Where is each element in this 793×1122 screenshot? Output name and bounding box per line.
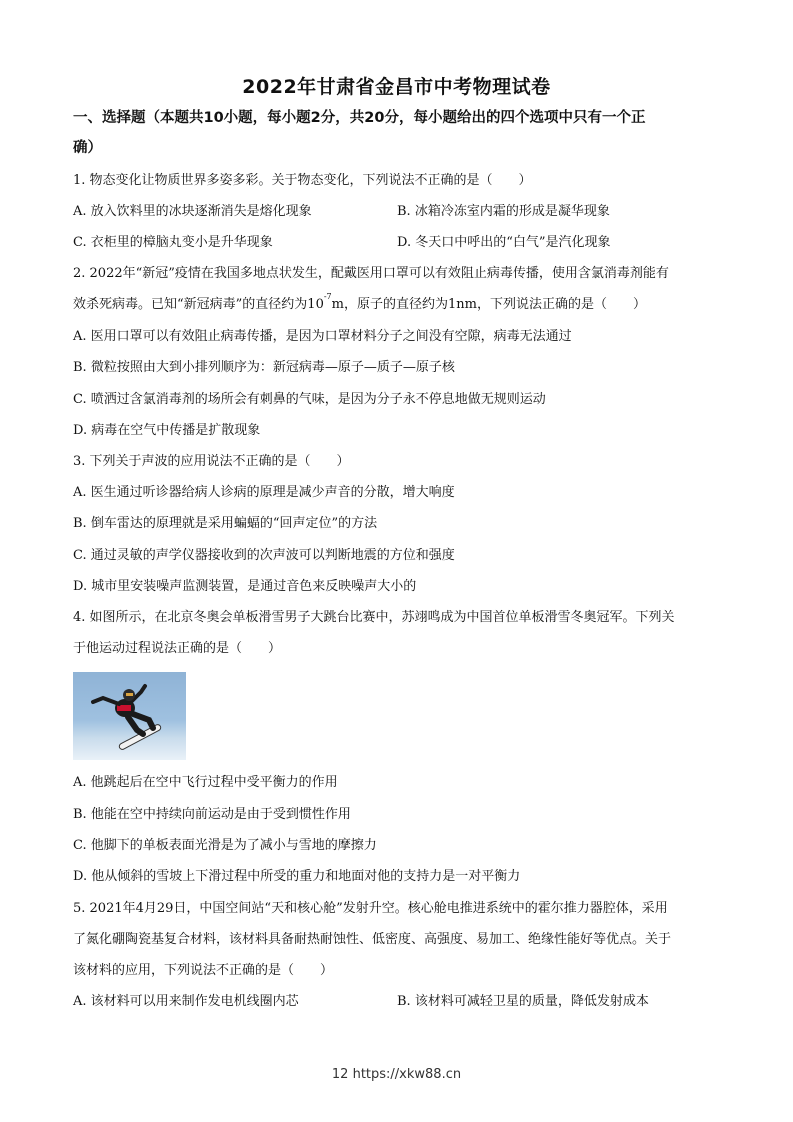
page-footer: 12 https://xkw88.cn [331,1067,462,1082]
question-1-option-d: D. 冬天口中呼出的“白气”是汽化现象 [397,235,611,250]
question-4-stem-line2: 于他运动过程说法正确的是（ ） [73,641,282,656]
question-3-option-a: A. 医生通过听诊器给病人诊病的原理是减少声音的分散，增大响度 [73,485,455,500]
snowboarder-illustration [73,672,186,760]
question-1-stem: 1. 物态变化让物质世界多姿多彩。关于物态变化，下列说法不正确的是（ ） [73,173,532,188]
question-5-option-a: A. 该材料可以用来制作发电机线圈内芯 [73,994,299,1009]
question-2-stem-line2: 效杀死病毒。已知“新冠病毒”的直径约为$10^{-7}m$，原子的直径约为1nm，下列说法正确的是（ ） [73,291,646,312]
question-5-stem-line3: 该材料的应用，下列说法不正确的是（ ） [73,963,334,978]
question-3-option-b: B. 倒车雷达的原理就是采用蝙蝠的“回声定位”的方法 [73,516,378,531]
question-2-option-a: A. 医用口罩可以有效阻止病毒传播，是因为口罩材料分子之间没有空隙，病毒无法通过 [73,329,572,344]
question-4-stem-line1: 4. 如图所示，在北京冬奥会单板滑雪男子大跳台比赛中，苏翊鸣成为中国首位单板滑雪冬奥冠军。下列关 [73,610,675,625]
question-5-stem-line1: 5. 2021年4月29日，中国空间站“天和核心舱”发射升空。核心舱电推进系统中的霍尔推力器腔体，采用 [73,901,668,916]
section-heading-cont: 确） [73,140,102,156]
question-1-option-c: C. 衣柜里的樟脑丸变小是升华现象 [73,235,273,250]
question-2-option-d: D. 病毒在空气中传播是扩散现象 [73,423,261,438]
question-1-option-b: B. 冰箱冷冻室内霜的形成是凝华现象 [397,204,610,219]
question-3-stem: 3. 下列关于声波的应用说法不正确的是（ ） [73,454,350,469]
question-3-option-d: D. 城市里安装噪声监测装置，是通过音色来反映噪声大小的 [73,579,417,594]
question-2-option-c: C. 喷洒过含氯消毒剂的场所会有刺鼻的气味，是因为分子永不停息地做无规则运动 [73,392,546,407]
snowboarder-photo [73,672,186,760]
page-title: 2022年甘肃省金昌市中考物理试卷 [242,76,551,98]
question-1-option-a: A. 放入饮料里的冰块逐渐消失是熔化现象 [73,204,312,219]
question-3-option-c: C. 通过灵敏的声学仪器接收到的次声波可以判断地震的方位和强度 [73,548,455,563]
question-4-option-c: C. 他脚下的单板表面光滑是为了减小与雪地的摩擦力 [73,838,377,853]
question-2-stem-line1: 2. 2022年“新冠”疫情在我国多地点状发生，配戴医用口罩可以有效阻止病毒传播，使用含氯消毒剂能有 [73,266,669,281]
question-2-option-b: B. 微粒按照由大到小排列顺序为：新冠病毒—原子—质子—原子核 [73,360,455,375]
question-4-option-a: A. 他跳起后在空中飞行过程中受平衡力的作用 [73,775,338,790]
question-5-option-b: B. 该材料可减轻卫星的质量，降低发射成本 [397,994,649,1009]
exponent: -7 [323,291,332,301]
question-4-option-d: D. 他从倾斜的雪坡上下滑过程中所受的重力和地面对他的支持力是一对平衡力 [73,869,521,884]
question-5-stem-line2: 了氮化硼陶瓷基复合材料，该材料具备耐热耐蚀性、低密度、高强度、易加工、绝缘性能好等优点。关于 [73,932,672,947]
question-4-option-b: B. 他能在空中持续向前运动是由于受到惯性作用 [73,807,351,822]
section-heading: 一、选择题（本题共10小题，每小题2分，共20分，每小题给出的四个选项中只有一个正 [73,110,646,126]
